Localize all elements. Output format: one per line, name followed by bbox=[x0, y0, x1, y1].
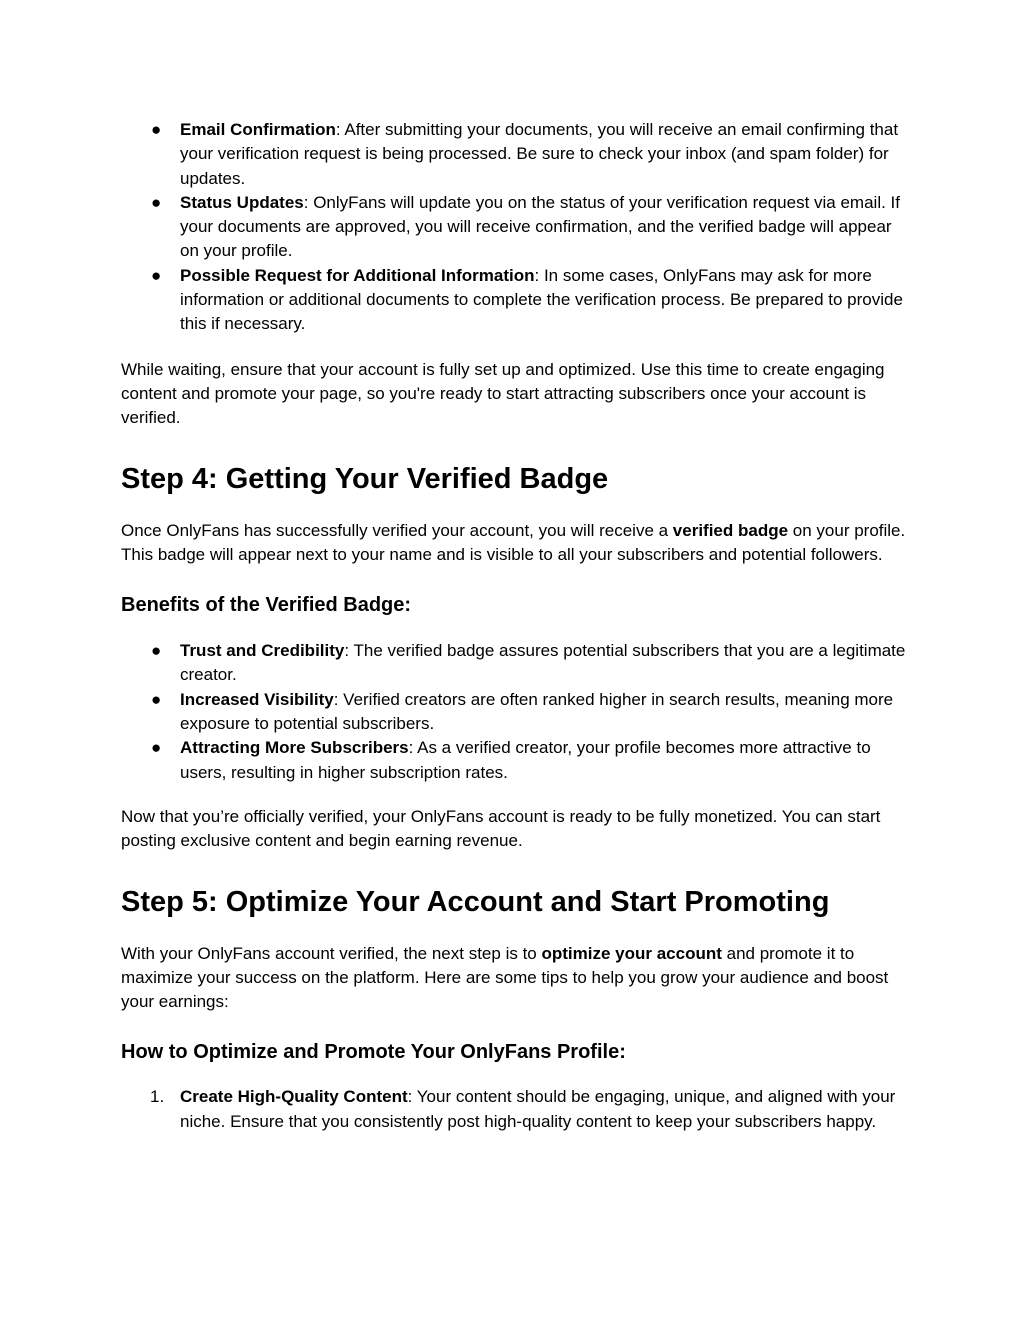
list-item-term: Possible Request for Additional Information bbox=[180, 265, 535, 285]
step4-closing-paragraph: Now that you’re officially verified, your OnlyFans account is ready to be fully monetized. You can start posting exclusive content and begin earning revenue. bbox=[121, 806, 881, 851]
list-item-text: : In some cases, OnlyFans may ask for more information or additional documents to complete the verification process. Be prepared to provide this if necessary. bbox=[180, 265, 903, 334]
list-item-term: Increased Visibility bbox=[180, 689, 334, 709]
bullet-marker: ● bbox=[151, 641, 162, 661]
list-item bbox=[121, 736, 911, 785]
list-item-term: Email Confirmation bbox=[180, 120, 336, 139]
step4-heading: Step 4: Getting Your Verified Badge bbox=[121, 462, 609, 495]
step5-intro-text: With your OnlyFans account verified, the next step is to bbox=[121, 943, 542, 963]
number-marker: 1. bbox=[150, 1087, 165, 1107]
step4-intro-text: Once OnlyFans has successfully verified your account, you will receive a bbox=[121, 520, 673, 540]
bullet-marker: ● bbox=[151, 265, 162, 285]
list-item-term: Create High-Quality Content bbox=[180, 1087, 408, 1107]
list-item-text: : OnlyFans will update you on the status of your verification request via email. If your documents are approved, you will receive confirmation, and the verified badge will appear on your profile. bbox=[180, 192, 900, 261]
step5-intro-text-end: and promote it to maximize your success on the platform. Here are some tips to help you grow your audience and boost your earnings: bbox=[121, 943, 889, 1012]
bullet-marker: ● bbox=[151, 689, 162, 709]
bullet-marker: ● bbox=[151, 192, 162, 212]
bullet-marker: ● bbox=[151, 738, 162, 758]
list-item bbox=[121, 191, 911, 264]
step5-intro-paragraph bbox=[121, 942, 911, 1015]
list-item bbox=[121, 688, 911, 737]
list-item bbox=[121, 264, 911, 337]
benefits-list bbox=[121, 639, 911, 785]
optimize-subheading: How to Optimize and Promote Your OnlyFans Profile: bbox=[121, 1041, 626, 1064]
list-item-text: : Your content should be engaging, unique, and aligned with your niche. Ensure that you consistently post high-quality content to keep your subscribers happy. bbox=[180, 1087, 896, 1131]
step4-intro-bold: verified badge bbox=[672, 520, 789, 540]
waiting-paragraph: While waiting, ensure that your account is fully set up and optimized. Use this time to create engaging content and promote your page, so you're ready to start attracting subscribers once your account is verified. bbox=[121, 359, 885, 428]
list-item-text: : After submitting your documents, you will receive an email confirming that your verification request is being processed. Be sure to check your inbox (and spam folder) for updates. bbox=[180, 120, 899, 188]
optimize-tips-list bbox=[121, 1085, 911, 1134]
step5-intro-bold: optimize your account bbox=[541, 943, 722, 963]
document-page bbox=[121, 118, 911, 1134]
step4-intro-paragraph bbox=[121, 519, 911, 568]
verification-process-list bbox=[121, 118, 911, 337]
step5-heading: Step 5: Optimize Your Account and Start Promoting bbox=[121, 885, 830, 918]
list-item bbox=[121, 639, 911, 688]
list-item-text: : The verified badge assures potential subscribers that you are a legitimate creator. bbox=[180, 641, 906, 685]
list-item bbox=[121, 118, 911, 191]
bullet-marker: ● bbox=[151, 120, 162, 139]
benefits-subheading: Benefits of the Verified Badge: bbox=[121, 594, 412, 617]
list-item-term: Status Updates bbox=[180, 192, 304, 212]
list-item-text: : Verified creators are often ranked higher in search results, meaning more exposure to potential subscribers. bbox=[180, 689, 894, 734]
list-item-term: Trust and Credibility bbox=[180, 641, 345, 661]
list-item-text: : As a verified creator, your profile becomes more attractive to users, resulting in higher subscription rates. bbox=[180, 738, 871, 782]
list-item-term: Attracting More Subscribers bbox=[180, 738, 409, 758]
step4-intro-text-end: on your profile. This badge will appear next to your name and is visible to all your subscribers and potential followers. bbox=[121, 520, 906, 564]
list-item bbox=[121, 1085, 911, 1134]
